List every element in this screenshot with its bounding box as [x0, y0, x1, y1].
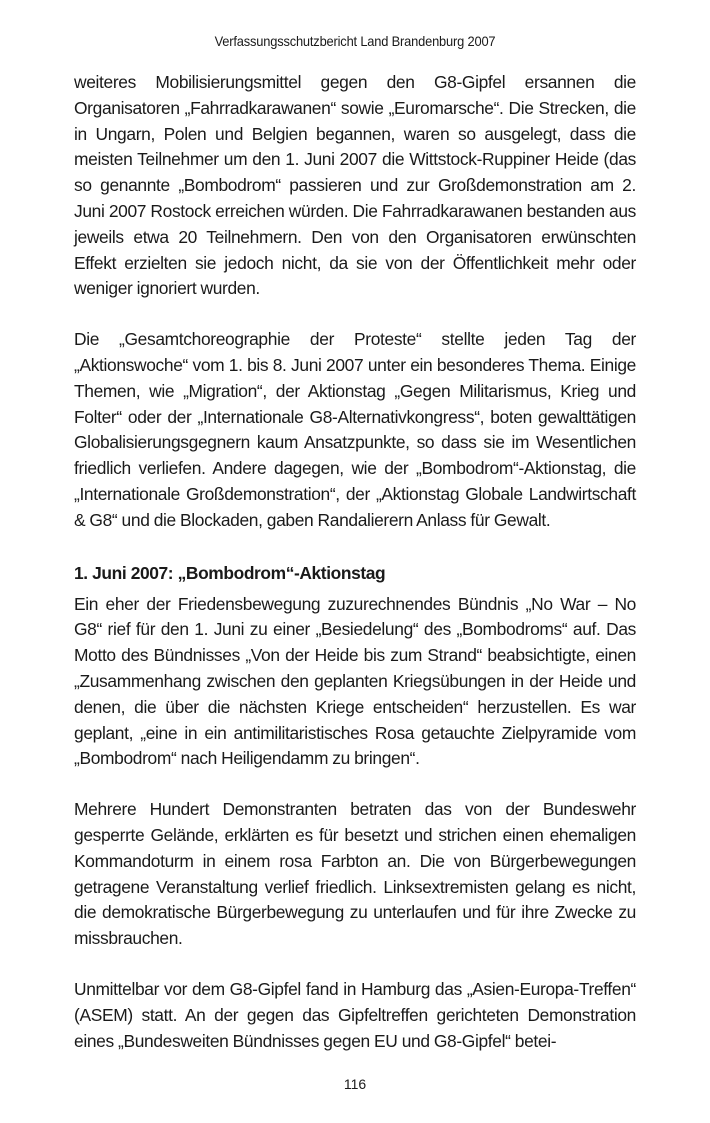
running-header: Verfassungsschutzbericht Land Brandenburg 2007 — [214, 33, 496, 49]
section-paragraph-2: Mehrere Hundert Demonstranten betraten das von der Bundeswehr gesperrte Gelände, erklärten es für besetzt und strichen einen ehemaligen Kommandoturm in einem rosa Farbton an. Die von Bürgerbewegungen getragene Veranstaltung verlief friedlich. Linksextremisten gelang es nicht, die demokratische Bürgerbewegung zu unterlaufen und für ihre Zwecke zu missbrauchen. — [74, 799, 636, 949]
section-paragraph-1: Ein eher der Friedensbewegung zuzurechnendes Bündnis „No War – No G8“ rief für den 1. Juni zu einer „Besiedelung“ des „Bombodroms“ auf. Das Motto des Bündnisses „Von der Heide bis zum Strand“ beabsichtigte, einen „Zusammenhang zwischen den geplanten Kriegsübungen in der Heide und denen, die über die nächsten Kriege entscheiden“ herzustellen. Es war geplant, „eine in ein antimilitaristisches Rosa getauchte Zielpyramide vom „Bombodrom“ nach Heiligendamm zu bringen“. — [74, 593, 636, 769]
page-number: 116 — [343, 1076, 367, 1092]
body-paragraph-2: Die „Gesamtchoreographie der Proteste“ stellte jeden Tag der „Aktionswoche“ vom 1. bis 8. Juni 2007 unter ein besonderes Thema. Einige Themen, wie „Migration“, der Aktionstag „Gegen Militarismus, Krieg und Folter“ oder der „Internationale G8-Alternativkongress“, boten gewalttätigen Globalisierungsgegnern kaum Ansatzpunkte, so dass sie im Wesentlichen friedlich verliefen. Andere dagegen, wie der „Bombodrom“-Aktionstag, die „Internationale Großdemonstration“, der „Aktionstag Globale Landwirtschaft & G8“ und die Blockaden, gaben Randalierern Anlass für Gewalt. — [74, 329, 636, 530]
page-body — [74, 70, 636, 1054]
body-paragraph-1: weiteres Mobilisierungsmittel gegen den G8-Gipfel ersannen die Organisatoren „Fahrradkarawanen“ sowie „Euromarsche“. Die Strecken, die in Ungarn, Polen und Belgien begannen, waren so ausgelegt, dass die meisten Teilnehmer um den 1. Juni 2007 die Wittstock-Ruppiner Heide (das so genannte „Bombodrom“ passieren und zur Großdemonstration am 2. Juni 2007 Rostock erreichen würden. Die Fahrradkarawanen bestanden aus jeweils etwa 20 Teilnehmern. Den von den Organisatoren erwünschten Effekt erzielten sie jedoch nicht, da sie von der Öffentlichkeit mehr oder weniger ignoriert wurden. — [74, 72, 636, 299]
section-paragraph-3: Unmittelbar vor dem G8-Gipfel fand in Hamburg das „Asien-Europa-Treffen“ (ASEM) statt. An der gegen das Gipfeltreffen gerichteten Demonstration eines „Bundesweiten Bündnisses gegen EU und G8-Gipfel“ betei- — [74, 978, 636, 1051]
section-heading: 1. Juni 2007: „Bombodrom“-Aktionstag — [74, 562, 386, 583]
